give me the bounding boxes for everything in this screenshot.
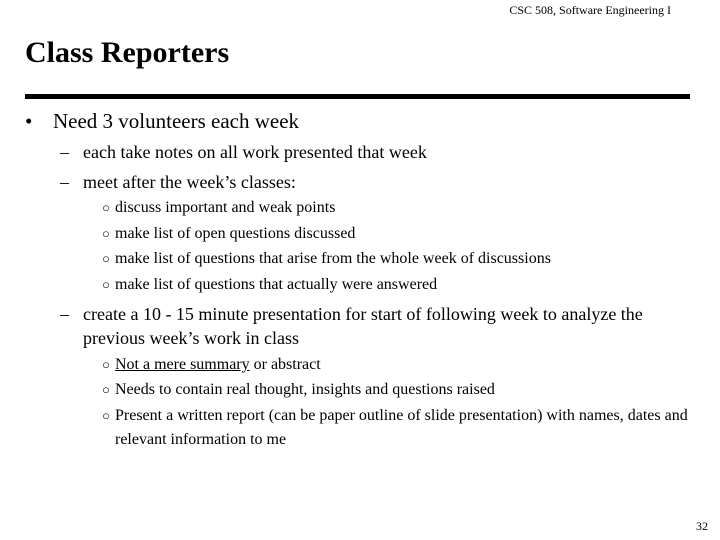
subbullet-presentation [60,302,700,350]
subbullet-meet-after [60,170,700,194]
circle-bullet-icon: ○ [102,382,110,397]
bullet-dot-icon: • [25,109,33,133]
subbullet-take-notes [60,140,700,164]
bullet-text: Need 3 volunteers each week [53,109,300,133]
item-text [115,353,702,377]
course-header: CSC 508, Software Engineering I [509,3,671,17]
item-text: make list of questions that actually were answered [115,276,438,293]
circle-bullet-icon: ○ [102,226,110,241]
item-text-rest: or abstract [249,356,321,373]
item-text: Present a written report (can be paper outline of slide presentation) with names, dates and relevant information to me [115,407,688,448]
title-divider [25,94,690,99]
item-text: discuss important and weak points [115,199,336,216]
item-open-questions [102,222,702,246]
circle-bullet-icon: ○ [102,200,110,215]
subbullet-text: meet after the week’s classes: [83,172,296,192]
item-answered-questions [102,273,702,297]
page-number: 32 [696,519,708,533]
dash-icon: – [60,142,69,162]
item-real-thought [102,378,702,402]
item-written-report [102,404,702,452]
dash-icon: – [60,304,69,324]
dash-icon: – [60,172,69,192]
circle-bullet-icon: ○ [102,251,110,266]
item-text: make list of open questions discussed [115,225,356,242]
item-text: Needs to contain real thought, insights and questions raised [115,381,495,398]
circle-bullet-icon: ○ [102,408,110,423]
item-discuss-points [102,196,702,220]
underlined-phrase: Not a mere summary [115,356,250,373]
subbullet-text: create a 10 - 15 minute presentation for start of following week to analyze the previous week’s work in class [83,304,643,348]
subbullet-text: each take notes on all work presented that week [83,142,427,162]
item-arising-questions [102,247,702,271]
item-not-summary [102,353,702,377]
item-text: make list of questions that arise from the whole week of discussions [115,250,551,267]
circle-bullet-icon: ○ [102,357,110,372]
bullet-volunteers [25,108,299,134]
slide-title: Class Reporters [25,36,230,69]
circle-bullet-icon: ○ [102,277,110,292]
